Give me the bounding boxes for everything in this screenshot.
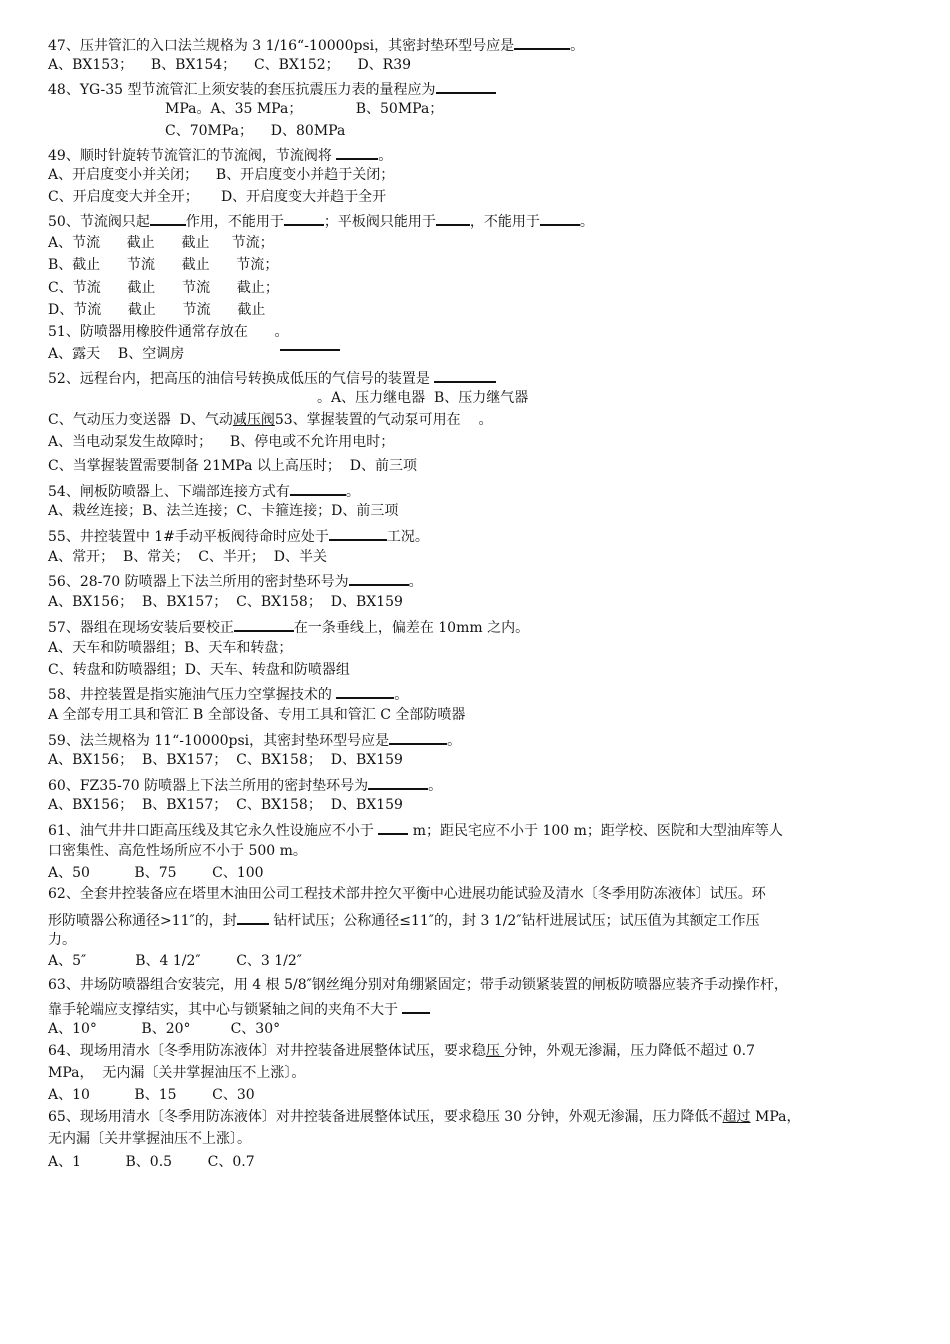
text-line: [48, 166, 394, 184]
answer-blank: [284, 210, 324, 226]
text-line: [48, 774, 442, 795]
text-line: [48, 78, 496, 99]
text-line: [48, 457, 417, 475]
text-segment: 。: [579, 214, 594, 230]
answer-blank: [436, 210, 470, 226]
text-segment: 力。: [48, 932, 76, 948]
underlined-text: 压: [485, 1043, 505, 1059]
text-line: [48, 729, 461, 750]
text-line: [48, 909, 760, 930]
text-segment: 49、顺时针旋转节流管汇的节流阀，节流阀将: [48, 148, 337, 164]
text-segment: 62、全套井控装备应在塔里木油田公司工程技术部井控欠平衡中心进展功能试验及清水〔冬季用防冻液体〕试压。环: [48, 886, 766, 902]
answer-blank: [329, 525, 387, 541]
text-line: [48, 210, 594, 231]
text-segment: 分钟，外观无渗漏，压力降低不超过 0.7: [504, 1043, 755, 1059]
text-line: [48, 301, 265, 319]
text-segment: A、5″ B、4 1/2″ C、3 1/2″: [48, 953, 303, 969]
text-segment: 口密集性、高危性场所应不小于 500 m。: [48, 843, 307, 859]
text-segment: A 全部专用工具和管汇 B 全部设备、专用工具和管汇 C 全部防喷器: [48, 707, 466, 723]
text-line: [48, 502, 398, 520]
text-segment: ，不能用于: [469, 214, 540, 230]
text-line: [48, 188, 386, 206]
text-line: [48, 751, 403, 769]
text-segment: 无内漏〔关井掌握油压不上涨〕。: [48, 1131, 251, 1147]
text-segment: MPa。A、35 MPa； B、50MPa；: [165, 101, 444, 117]
text-segment: 钻杆试压；公称通径≤11″的，封 3 1/2″钻杆进展试压；试压值为其额定工作压: [268, 913, 760, 929]
text-segment: MPa，: [750, 1109, 801, 1125]
text-segment: A、栽丝连接；B、法兰连接；C、卡箍连接；D、前三项: [48, 503, 399, 519]
text-line: [48, 796, 403, 814]
text-segment: C、开启度变大并全开； D、开启度变大并趋于全开: [48, 189, 387, 205]
text-line: [48, 234, 274, 252]
text-line: [48, 616, 529, 637]
text-segment: A、BX156； B、BX157； C、BX158； D、BX159: [48, 797, 403, 813]
text-line: [48, 56, 411, 74]
text-line: [48, 1130, 251, 1148]
text-segment: 作用，不能用于: [185, 214, 284, 230]
text-line: [48, 525, 429, 546]
text-segment: 51、防喷器用橡胶件通常存放在 。: [48, 324, 289, 340]
answer-blank: [336, 144, 378, 160]
text-segment: 60、FZ35-70 防喷器上下法兰所用的密封垫环号为: [48, 778, 369, 794]
text-line: [48, 144, 392, 165]
text-segment: C、节流 截止 节流 截止；: [48, 280, 279, 296]
answer-blank: [436, 78, 496, 94]
answer-blank: [378, 819, 408, 835]
text-segment: A、节流 截止 截止 节流；: [48, 235, 274, 251]
answer-blank: [368, 774, 428, 790]
text-segment: C、气动压力变送器 D、气动: [48, 412, 233, 428]
text-line: [48, 279, 279, 297]
text-segment: A、10° B、20° C、30°: [48, 1021, 281, 1037]
text-line: [48, 433, 394, 451]
text-segment: C、转盘和防喷器组；D、天车、转盘和防喷器组: [48, 662, 350, 678]
text-segment: 。: [345, 484, 360, 500]
answer-blank: [540, 210, 580, 226]
text-line: [48, 34, 584, 55]
text-segment: 靠手轮端应支撑结实，其中心与锁紧轴之间的夹角不大于: [48, 1002, 403, 1018]
text-segment: 在一条垂线上，偏差在 10mm 之内。: [293, 620, 530, 636]
underlined-text: 超过: [722, 1109, 751, 1125]
answer-blank: [237, 909, 269, 925]
text-line: [48, 256, 278, 274]
text-segment: m；距民宅应不小于 100 m；距学校、医院和大型油库等人: [408, 823, 783, 839]
text-segment: 工况。: [386, 529, 429, 545]
answer-blank: [290, 480, 346, 496]
text-line: [48, 593, 403, 611]
text-segment: 。: [378, 148, 393, 164]
text-segment: B、截止 节流 截止 节流；: [48, 257, 279, 273]
text-segment: C、70MPa； D、80MPa: [165, 123, 346, 139]
text-line: [48, 548, 327, 566]
text-segment: 63、井场防喷器组合安装完，用 4 根 5/8″钢丝绳分别对角绷紧固定；带手动锁紧装置的闸板防喷器应装齐手动操作杆，: [48, 977, 788, 993]
text-segment: 53、掌握装置的气动泵可用在 。: [274, 412, 493, 428]
text-segment: 59、法兰规格为 11“-10000psi，其密封垫环型号应是: [48, 733, 390, 749]
answer-blank: [402, 998, 430, 1014]
text-line: [48, 1153, 255, 1171]
text-line: [48, 819, 783, 840]
text-line: [48, 864, 264, 882]
text-segment: C、当掌握装置需要制备 21MPa 以上高压时； D、前三项: [48, 458, 418, 474]
text-segment: 65、现场用清水〔冬季用防冻液体〕对井控装备进展整体试压，要求稳压 30 分钟，外观无渗漏，压力降低不: [48, 1109, 723, 1125]
answer-blank: [434, 367, 496, 383]
text-segment: 形防喷器公称通径>11″的，封: [48, 913, 237, 929]
text-segment: A、10 B、15 C、30: [48, 1087, 255, 1103]
text-segment: 52、远程台内，把高压的油信号转换成低压的气信号的装置是: [48, 371, 435, 387]
text-segment: 。: [570, 38, 585, 54]
text-segment: 50、节流阀只起: [48, 214, 150, 230]
text-line: [48, 323, 289, 341]
answer-blank: [389, 729, 447, 745]
text-line: [48, 706, 465, 724]
text-segment: 58、井控装置是指实施油气压力空掌握技术的: [48, 687, 337, 703]
text-segment: A、BX156； B、BX157； C、BX158； D、BX159: [48, 752, 403, 768]
text-segment: A、BX153； B、BX154； C、BX152； D、R39: [48, 57, 412, 73]
text-segment: A、1 B、0.5 C、0.7: [48, 1154, 255, 1170]
text-segment: A、BX156； B、BX157； C、BX158； D、BX159: [48, 594, 403, 610]
text-line: [48, 1086, 255, 1104]
answer-blank: [150, 210, 186, 226]
text-line: [48, 998, 430, 1019]
text-segment: 54、闸板防喷器上、下端部连接方式有: [48, 484, 290, 500]
text-line: [48, 683, 408, 704]
text-segment: A、当电动泵发生故障时； B、停电或不允许用电时；: [48, 434, 395, 450]
text-line: [317, 389, 528, 407]
text-line: [48, 1064, 305, 1082]
text-line: [48, 345, 184, 363]
text-line: [48, 1020, 280, 1038]
text-line: [48, 367, 496, 388]
text-segment: D、节流 截止 节流 截止: [48, 302, 266, 318]
text-line: [48, 976, 788, 994]
text-line: [165, 100, 443, 118]
text-segment: A、天车和防喷器组；B、天车和转盘；: [48, 640, 293, 656]
text-line: [48, 661, 350, 679]
text-segment: A、常开； B、常关； C、半开； D、半关: [48, 549, 328, 565]
answer-blank: [234, 616, 294, 632]
answer-blank: [280, 349, 340, 351]
text-segment: 47、压井管汇的入口法兰规格为 3 1/16“-10000psi，其密封垫环型号应是: [48, 38, 515, 54]
text-segment: 。: [447, 733, 462, 749]
text-segment: MPa， 无内漏〔关井掌握油压不上涨〕。: [48, 1065, 306, 1081]
text-line: [165, 122, 345, 140]
text-segment: 。: [428, 778, 443, 794]
text-line: [48, 570, 423, 591]
text-line: [48, 1042, 755, 1060]
answer-blank: [349, 570, 409, 586]
text-segment: A、露天 B、空调房: [48, 346, 185, 362]
text-line: [48, 639, 292, 657]
text-segment: 。A、压力继电器 B、压力继气器: [317, 390, 529, 406]
underlined-text: 减压阀: [232, 412, 275, 428]
text-segment: 56、28-70 防喷器上下法兰所用的密封垫环号为: [48, 574, 349, 590]
text-segment: 。: [408, 574, 423, 590]
text-segment: 55、井控装置中 1#手动平板阀待命时应处于: [48, 529, 329, 545]
text-segment: 。: [394, 687, 409, 703]
text-segment: A、50 B、75 C、100: [48, 865, 264, 881]
text-segment: ；平板阀只能用于: [323, 214, 436, 230]
text-segment: 57、器组在现场安装后要校正: [48, 620, 234, 636]
text-line: [48, 952, 302, 970]
text-segment: 64、现场用清水〔冬季用防冻液体〕对井控装备进展整体试压，要求稳: [48, 1043, 486, 1059]
text-line: [48, 885, 766, 903]
text-line: [48, 480, 360, 501]
text-segment: A、开启度变小并关闭； B、开启度变小并趋于关闭；: [48, 167, 395, 183]
text-segment: 48、YG-35 型节流管汇上须安装的套压抗震压力表的量程应为: [48, 82, 436, 98]
text-line: [48, 931, 76, 949]
text-segment: 61、油气井井口距高压线及其它永久性设施应不小于: [48, 823, 379, 839]
answer-blank: [336, 683, 394, 699]
text-line: [48, 1108, 800, 1126]
text-line: [48, 411, 492, 429]
answer-blank: [514, 34, 570, 50]
text-line: [48, 842, 307, 860]
